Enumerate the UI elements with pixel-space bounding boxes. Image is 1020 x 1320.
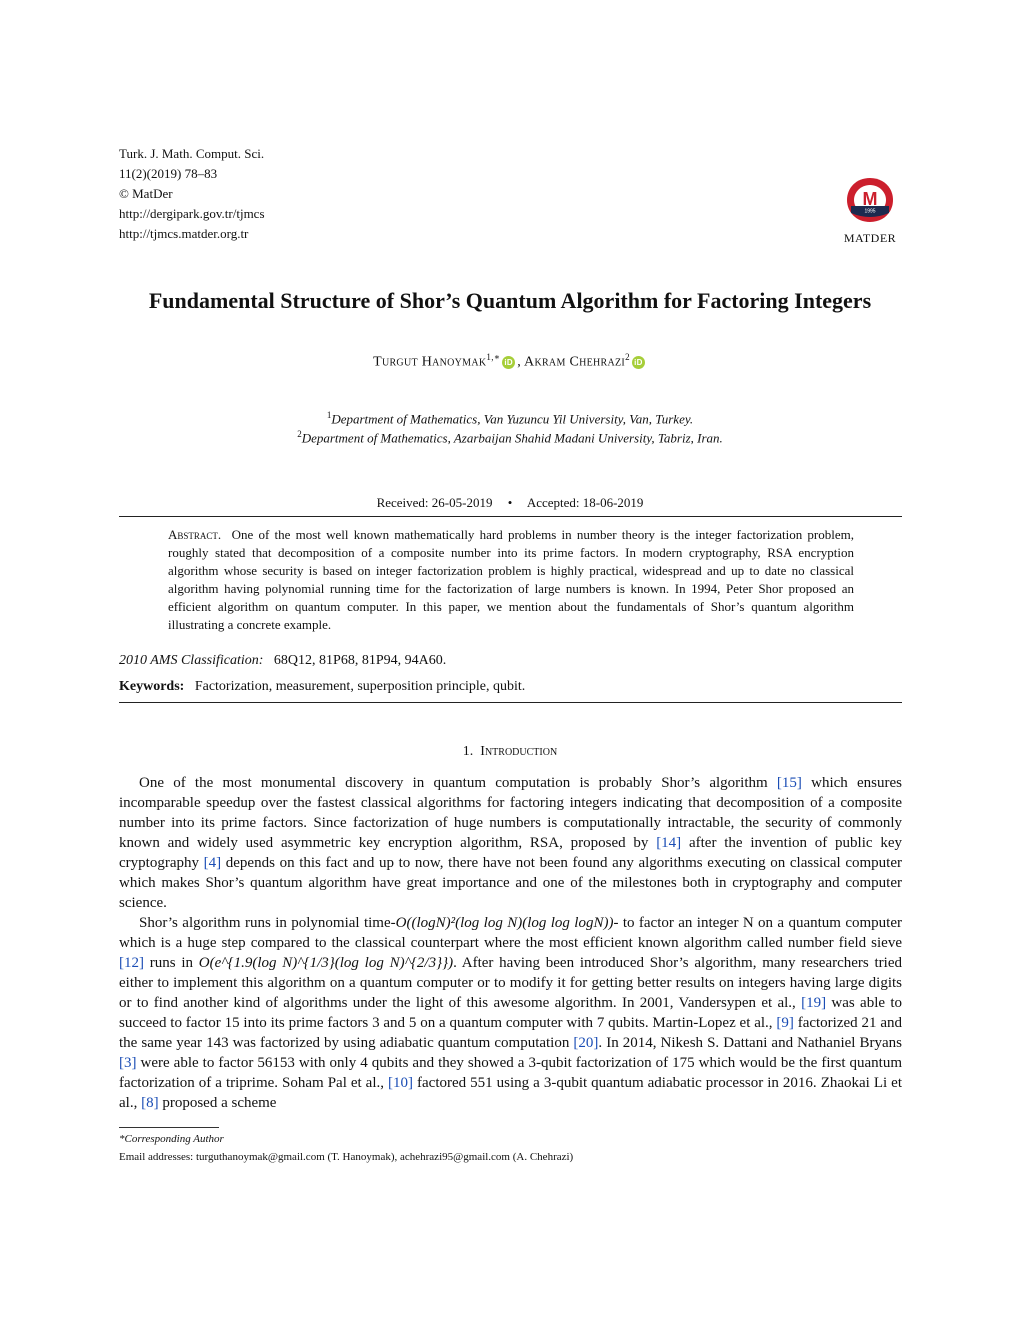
orcid-icon[interactable]: iD <box>632 356 645 369</box>
citation-link[interactable]: [10] <box>388 1075 414 1091</box>
author-2-name: Akram Chehrazi <box>524 354 626 370</box>
journal-header <box>119 144 265 244</box>
text-run: was able to succeed to factor 15 into its prime factors 3 and 5 on a quantum computer with 7 qubits. Martin-Lopez et al., <box>119 995 902 1031</box>
text-run: One of the most monumental discovery in quantum computation is probably Shor’s algorithm <box>139 775 777 791</box>
citation-link[interactable]: [15] <box>776 775 802 791</box>
paragraph-2 <box>119 913 902 1113</box>
paragraph-1 <box>119 773 902 913</box>
author-separator: , <box>517 354 525 370</box>
logo-letter: M <box>862 189 878 209</box>
orcid-icon[interactable]: iD <box>502 356 515 369</box>
paper-title: Fundamental Structure of Shor’s Quantum Algorithm for Factoring Integers <box>148 288 872 313</box>
ams-classification <box>119 653 446 669</box>
text-run: factored 551 using a 3-qubit quantum adiabatic processor in 2016. Zhaokai Li et al., <box>119 1075 902 1111</box>
journal-url-1[interactable]: http://dergipark.gov.tr/tjmcs <box>119 206 265 221</box>
text-run: after the invention of public key cryptography <box>119 835 902 871</box>
citation-link[interactable]: [3] <box>119 1055 137 1071</box>
bullet: • <box>507 495 513 510</box>
keywords-value: Factorization, measurement, superposition principle, qubit. <box>194 679 526 694</box>
text-run: which ensures incomparable speedup over the fastest classical algorithms for factoring integers indicating that decomposition of a composite number into its prime factors. Since factorization of huge numbers is computationally intractable, the security of commonly known and widely used asymmetric key encryption algorithm, RSA, proposed by <box>119 775 902 851</box>
citation-link[interactable]: [9] <box>776 1015 794 1031</box>
text-run: Shor’s algorithm runs in polynomial time- <box>139 915 396 931</box>
body-text <box>119 773 902 1113</box>
author-2-sup: 2 <box>625 352 630 362</box>
text-run: proposed a scheme <box>158 1095 277 1111</box>
accepted-date: Accepted: 18-06-2019 <box>526 495 644 510</box>
keywords <box>119 679 525 695</box>
affiliation-1 <box>0 410 1020 427</box>
math-complexity-shor: O((logN)²(log log N)(log log logN)) <box>395 915 614 931</box>
section-title: Introduction <box>480 744 558 759</box>
text-run: - to factor an integer N on a quantum computer which is a huge step compared to the classical counterpart where the most efficient known algorithm called number field sieve <box>119 915 902 951</box>
text-run: runs in <box>144 955 199 971</box>
footnote-rule <box>119 1127 219 1128</box>
ams-value: 68Q12, 81P68, 81P94, 94A60. <box>273 653 447 668</box>
citation-link[interactable]: [14] <box>656 835 682 851</box>
divider-top <box>119 516 902 517</box>
text-run: depends on this fact and up to now, there have not been found any algorithms executing on classical computer which makes Shor’s quantum algorithm have great importance and one of the milestones both in cryptography and computer science. <box>119 855 902 911</box>
citation-link[interactable]: [4] <box>203 855 222 871</box>
footnote-corresponding: *Corresponding Author <box>119 1133 224 1145</box>
citation-link[interactable]: [19] <box>801 995 827 1011</box>
text-run: . In 2014, Nikesh S. Dattani and Nathaniel Bryans <box>598 1035 902 1051</box>
logo-text: MATDER <box>843 231 897 245</box>
affiliation-2 <box>0 429 1020 446</box>
abstract-text: One of the most well known mathematically hard problems in number theory is the integer factorization problem, roughly stated that decomposition of a composite number into its prime factors. In modern cryptography, RSA encryption algorithm whose security is based on integer factorization problem is highly practical, widespread and up to date no classical algorithm having polynomial running time for the factorization of large numbers is known. In 1994, Peter Shor proposed an efficient algorithm on quantum computer. In this paper, we mention about the fundamentals of Shor’s quantum algorithm illustrating a concrete example. <box>168 527 854 632</box>
text-run: factorized 21 and the same year 143 was factorized by using adiabatic quantum computation <box>119 1015 902 1051</box>
section-heading <box>0 744 1020 760</box>
journal-copyright: © MatDer <box>119 186 173 201</box>
text-run: were able to factor 56153 with only 4 qubits and they showed a 3-qubit factorization of 175 which would be the first quantum factorization of a triprime. Soham Pal et al., <box>119 1055 902 1091</box>
text-run: . After having been introduced Shor’s algorithm, many researchers tried either to implement this algorithm on a quantum computer or to modify it for getting better results on integers having large digits or to find another kind of algorithms under the light of this awesome algorithm. In 2001, Vandersypen et al., <box>119 955 902 1011</box>
journal-name: Turk. J. Math. Comput. Sci. <box>119 146 265 161</box>
abstract <box>168 526 854 634</box>
logo-year: 1995 <box>864 208 876 215</box>
author-1-sup: 1,∗ <box>486 352 501 362</box>
citation-link[interactable]: [12] <box>119 955 144 971</box>
ams-label: 2010 AMS Classification: <box>119 653 264 668</box>
authors-line <box>0 352 1020 371</box>
affiliation-1-text: Department of Mathematics, Van Yuzuncu Yil University, Van, Turkey. <box>331 411 694 427</box>
keywords-label: Keywords: <box>119 679 185 694</box>
received-date: Received: 26-05-2019 <box>376 495 493 510</box>
author-1-name: Turgut Hanoymak <box>373 354 487 370</box>
citation-link[interactable]: [20] <box>573 1035 599 1051</box>
footnote-emails: Email addresses: turguthanoymak@gmail.com (T. Hanoymak), achehrazi95@gmail.com (A. Chehrazi) <box>119 1151 574 1163</box>
section-number: 1. <box>462 744 474 759</box>
citation-link[interactable]: [8] <box>141 1095 159 1111</box>
dates-line <box>0 495 1020 511</box>
journal-url-2[interactable]: http://tjmcs.matder.org.tr <box>119 226 249 241</box>
affiliation-2-text: Department of Mathematics, Azarbaijan Shahid Madani University, Tabriz, Iran. <box>301 430 723 446</box>
abstract-label: Abstract. <box>168 527 222 542</box>
divider-bottom <box>119 702 902 703</box>
matder-logo <box>838 176 902 246</box>
affiliation-2-sup: 2 <box>297 429 302 439</box>
math-complexity-nfs: O(e^{1.9(log N)^{1/3}(log log N)^{2/3}}) <box>198 955 454 971</box>
journal-issue: 11(2)(2019) 78–83 <box>119 166 218 181</box>
matder-logo-icon <box>842 176 898 224</box>
affiliation-1-sup: 1 <box>326 410 332 420</box>
